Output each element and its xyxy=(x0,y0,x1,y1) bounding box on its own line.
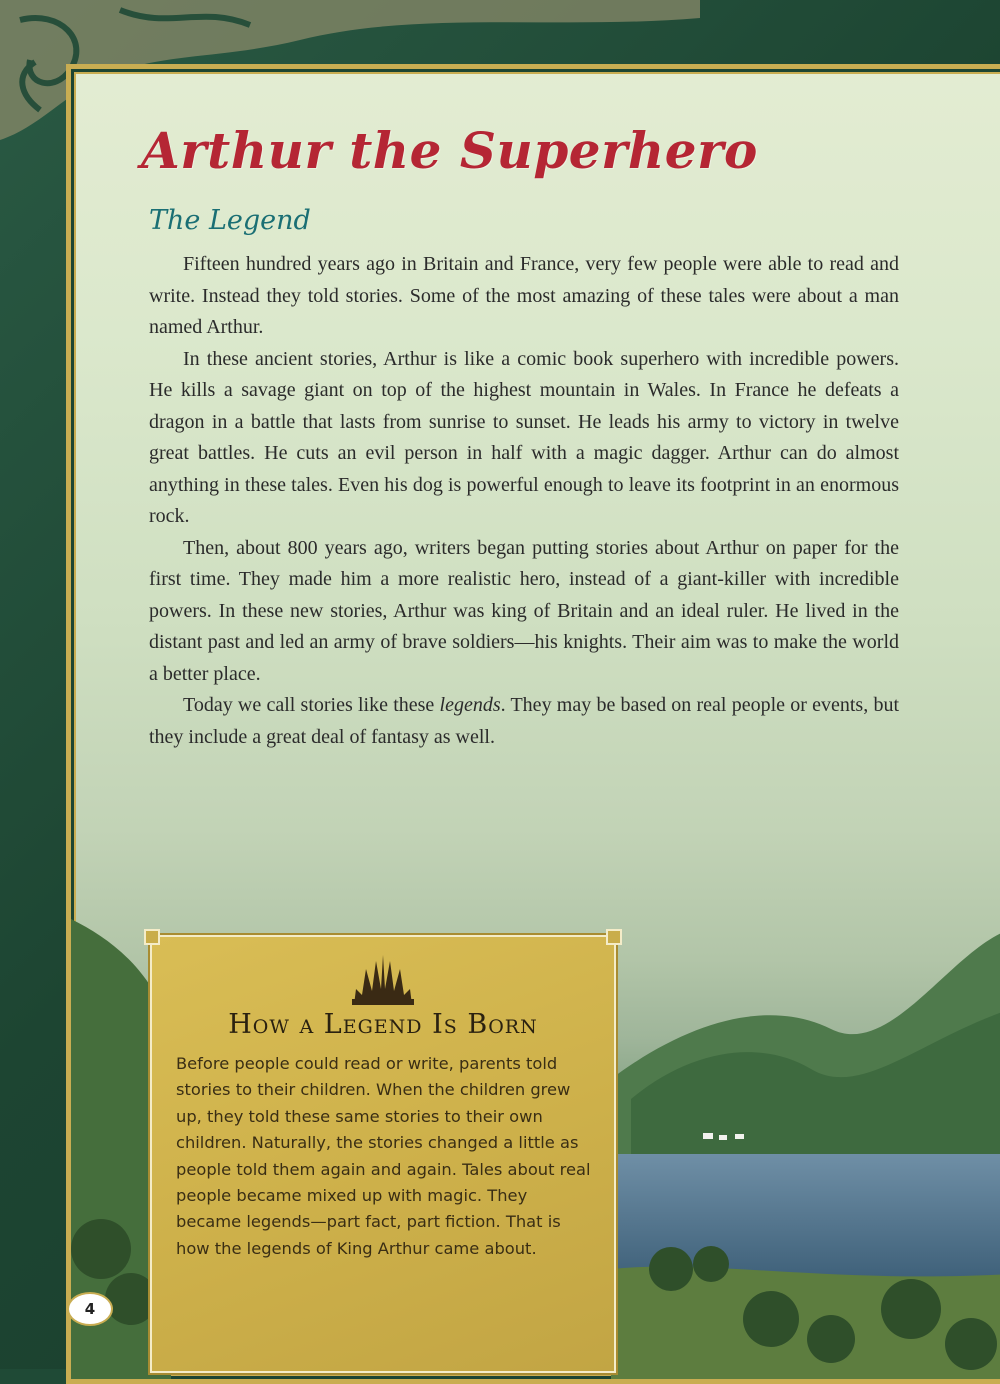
sidebar-text: Before people could read or write, parents told stories to their children. When the children grew up, they told these same stories to their own children. Naturally, the stories changed a little as people told them again and again. Tales about real people became mixed up with magic. They became legends—part fact, part fiction. That is how the legends of King Arthur came about. xyxy=(176,1054,591,1258)
paragraph-2: In these ancient stories, Arthur is like a comic book superhero with incredible powers. He kills a savage giant on top of the highest mountain in Wales. In France he defeats a dragon in a battle that lasts from sunrise to sunset. He leads his army to victory in twelve great battles. He cuts an evil person in half with a magic dagger. Arthur can do almost anything in these tales. Even his dog is powerful enough to leave its footprint in an enormous rock. xyxy=(149,347,899,527)
emphasized-term: legends xyxy=(439,694,501,716)
page-title: Arthur the Superhero xyxy=(141,121,758,180)
crown-icon xyxy=(352,955,414,1007)
page-number: 4 xyxy=(67,1292,113,1326)
paragraph-4 xyxy=(149,690,899,753)
section-heading: The Legend xyxy=(149,205,311,236)
corner-ornament-icon xyxy=(144,929,160,945)
sidebar-box xyxy=(150,935,616,1373)
sidebar-title: How a Legend Is Born xyxy=(228,1009,538,1040)
corner-ornament-icon xyxy=(606,929,622,945)
paragraph-1: Fifteen hundred years ago in Britain and France, very few people were able to read and write. Instead they told stories. Some of the most amazing of these tales were about a man named Arthur. xyxy=(149,253,899,338)
paragraph-4-start: Today we call stories like these xyxy=(183,694,440,716)
paragraph-4-end: . They may be based on real people or events, but they include a great deal of fantasy as well. xyxy=(149,694,899,748)
article-body xyxy=(149,249,899,753)
paragraph-3: Then, about 800 years ago, writers began putting stories about Arthur on paper for the first time. They made him a more realistic hero, instead of a giant-killer with incredible powers. In these new stories, Arthur was king of Britain and an ideal ruler. He lived in the distant past and led an army of brave soldiers—his knights. Their aim was to make the world a better place. xyxy=(149,536,899,685)
